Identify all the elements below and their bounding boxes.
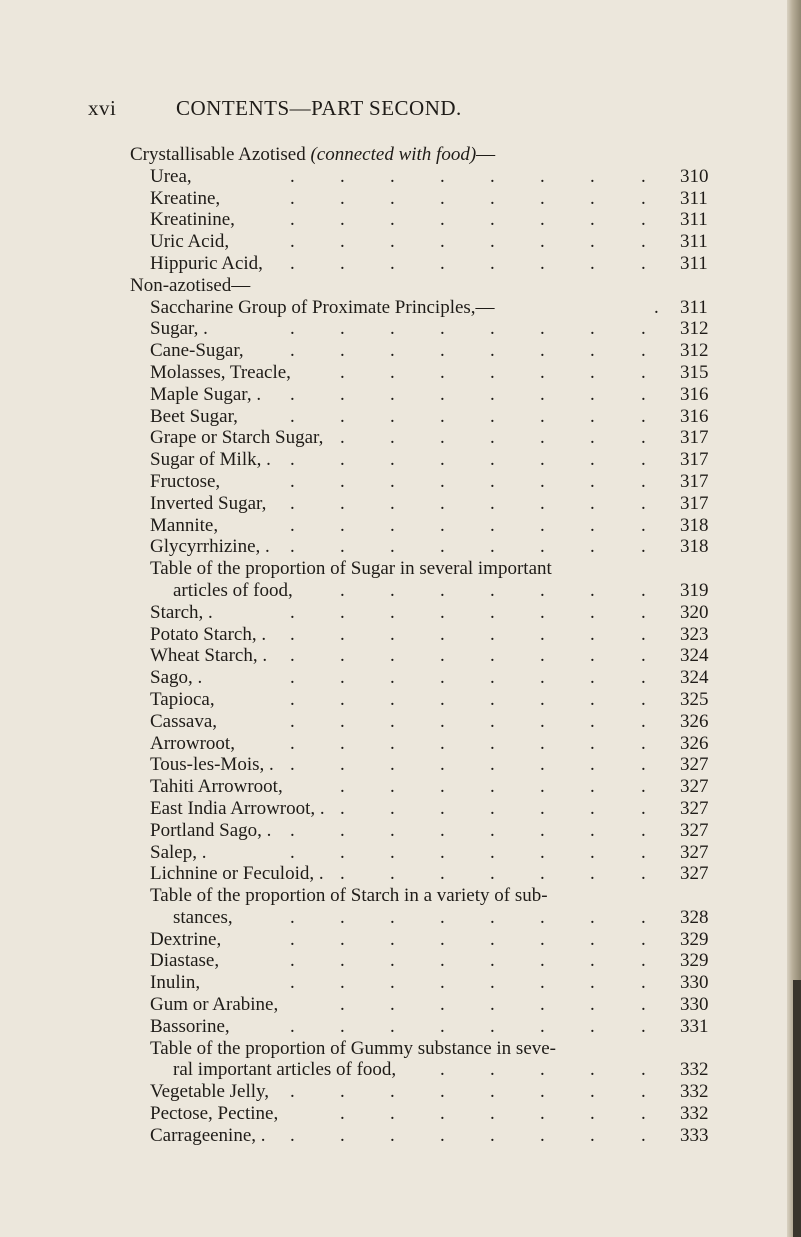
- toc-entry: ral important articles of food, . . . . . 332: [0, 1059, 801, 1081]
- toc-entry-title: East India Arrowroot, .: [150, 797, 325, 819]
- toc-entry-title: Grape or Starch Sugar,: [150, 427, 324, 449]
- toc-entry-title: Tous-les-Mois, .: [150, 754, 274, 776]
- toc-entry-title: Kreatine,: [150, 187, 221, 209]
- toc-page-number: 326: [680, 732, 709, 754]
- toc-entry: Dextrine, . . . . . . . . 329: [0, 929, 801, 951]
- toc-page-number: 331: [680, 1015, 709, 1037]
- toc-entry: Inverted Sugar, . . . . . . . . 317: [0, 493, 801, 515]
- toc-entry: [0, 1038, 801, 1060]
- toc-page-number: 326: [680, 710, 709, 732]
- toc-page-number: 311: [680, 209, 708, 231]
- toc-entry-title: Molasses, Treacle,: [150, 361, 291, 383]
- toc-entry: East India Arrowroot, . . . . . . . . 327: [0, 798, 801, 820]
- toc-page-number: 315: [680, 361, 709, 383]
- toc-entry: Urea, . . . . . . . . 310: [0, 166, 801, 188]
- toc-entry-title: Kreatinine,: [150, 209, 235, 231]
- toc-page-number: 327: [680, 841, 709, 863]
- toc-entry: articles of food, . . . . . . . 319: [0, 580, 801, 602]
- toc-entry-title: Urea,: [150, 165, 192, 187]
- toc-entry-title: Potato Starch, .: [150, 623, 267, 645]
- toc-entry-title: stances,: [173, 906, 233, 928]
- toc-entry: Gum or Arabine, . . . . . . . 330: [0, 994, 801, 1016]
- toc-page-number: 320: [680, 601, 709, 623]
- toc-entry-title: Fructose,: [150, 470, 221, 492]
- toc-entry: Tahiti Arrowroot, . . . . . . . 327: [0, 776, 801, 798]
- toc-entry: Cassava, . . . . . . . . 326: [0, 711, 801, 733]
- toc-page-number: 312: [680, 340, 709, 362]
- toc-page-number: 317: [680, 427, 709, 449]
- toc-entry: Saccharine Group of Proximate Principles,— . 311: [0, 297, 801, 319]
- toc-page-number: 325: [680, 688, 709, 710]
- toc-entry: Arrowroot, . . . . . . . . 326: [0, 733, 801, 755]
- toc-entry-title: Crystallisable Azotised (connected with food)—: [130, 144, 496, 165]
- toc-entry-title: Inulin,: [150, 972, 201, 994]
- toc-page-number: 311: [680, 231, 708, 253]
- toc-entry-title: Saccharine Group of Proximate Principles,—: [150, 296, 495, 318]
- toc-entry-title: Carrageenine, .: [150, 1124, 266, 1146]
- toc-entry: Vegetable Jelly, . . . . . . . . 332: [0, 1081, 801, 1103]
- toc-entry-title: Sugar of Milk, .: [150, 449, 271, 471]
- toc-entry-title: Starch, .: [150, 601, 213, 623]
- toc-entry: Glycyrrhizine, . . . . . . . . . 318: [0, 536, 801, 558]
- toc-page-number: 328: [680, 906, 709, 928]
- toc-entry-title: Vegetable Jelly,: [150, 1081, 270, 1103]
- toc-entry: Sugar of Milk, . . . . . . . . . 317: [0, 449, 801, 471]
- toc-entry: Starch, . . . . . . . . . 320: [0, 602, 801, 624]
- toc-page-number: 329: [680, 950, 709, 972]
- toc-entry-title: Cane-Sugar,: [150, 340, 244, 362]
- toc-entry-title: Hippuric Acid,: [150, 252, 263, 274]
- toc-entry: Pectose, Pectine, . . . . . . . 332: [0, 1103, 801, 1125]
- toc-entry-title: articles of food,: [173, 579, 293, 601]
- toc-entry-title: Maple Sugar, .: [150, 383, 262, 405]
- toc-entry-title: Tahiti Arrowroot,: [150, 776, 283, 798]
- toc-page-number: 317: [680, 492, 709, 514]
- toc-entry: [0, 144, 801, 166]
- toc-entry-title: Table of the proportion of Sugar in several important: [150, 558, 552, 580]
- toc-page-number: 318: [680, 514, 709, 536]
- toc-entry-title: Wheat Starch, .: [150, 645, 268, 667]
- toc-entry: Inulin, . . . . . . . . 330: [0, 972, 801, 994]
- toc-page-number: 330: [680, 994, 709, 1016]
- toc-entry-title: Table of the proportion of Starch in a variety of sub-: [150, 885, 548, 907]
- toc-page-number: 310: [680, 165, 709, 187]
- toc-page-number: 311: [680, 187, 708, 209]
- toc-entry: Fructose, . . . . . . . . 317: [0, 471, 801, 493]
- toc-page-number: 332: [680, 1103, 709, 1125]
- toc-entry: Salep, . . . . . . . . . 327: [0, 842, 801, 864]
- toc-page-number: 316: [680, 383, 709, 405]
- toc-entry: Beet Sugar, . . . . . . . . 316: [0, 406, 801, 428]
- toc-entry-title: Sugar, .: [150, 318, 208, 340]
- toc-entry: Grape or Starch Sugar, . . . . . . . 317: [0, 427, 801, 449]
- toc-entry-title: Diastase,: [150, 950, 220, 972]
- toc-entry: stances, . . . . . . . . 328: [0, 907, 801, 929]
- running-title: CONTENTS—PART SECOND.: [176, 96, 462, 120]
- toc-page-number: 332: [680, 1081, 709, 1103]
- toc-page-number: 327: [680, 863, 709, 885]
- toc-entry: Carrageenine, . . . . . . . . . 333: [0, 1125, 801, 1147]
- toc-page-number: 332: [680, 1059, 709, 1081]
- toc-page-number: 318: [680, 536, 709, 558]
- toc-entry-title: Pectose, Pectine,: [150, 1103, 279, 1125]
- toc-entry: Cane-Sugar, . . . . . . . . 312: [0, 340, 801, 362]
- toc-page-number: 317: [680, 470, 709, 492]
- toc-entry-title: Cassava,: [150, 710, 218, 732]
- page-header: [0, 96, 801, 126]
- toc-entry-title: Mannite,: [150, 514, 219, 536]
- toc-entry-title: ral important articles of food,: [173, 1059, 397, 1081]
- toc-page-number: 327: [680, 776, 709, 798]
- toc-entry: Molasses, Treacle, . . . . . . . 315: [0, 362, 801, 384]
- toc-entry: Kreatinine, . . . . . . . . 311: [0, 209, 801, 231]
- toc-entry: Lichnine or Feculoid, . . . . . . . . 327: [0, 863, 801, 885]
- toc-page-number: 324: [680, 645, 709, 667]
- toc-entry-title: Tapioca,: [150, 688, 215, 710]
- toc-page-number: 317: [680, 449, 709, 471]
- toc-entry-title: Uric Acid,: [150, 231, 230, 253]
- toc-entry: [0, 275, 801, 297]
- toc-entry: Bassorine, . . . . . . . . 331: [0, 1016, 801, 1038]
- toc-page-number: 312: [680, 318, 709, 340]
- toc-entry-title: Non-azotised—: [130, 274, 251, 296]
- page-number: xvi: [88, 96, 117, 120]
- toc-entry: Uric Acid, . . . . . . . . 311: [0, 231, 801, 253]
- toc-entry-title: Beet Sugar,: [150, 405, 238, 427]
- toc-page-number: 327: [680, 819, 709, 841]
- toc-page-number: 323: [680, 623, 709, 645]
- toc-entry: Sago, . . . . . . . . . 324: [0, 667, 801, 689]
- toc-entry-title: Lichnine or Feculoid, .: [150, 863, 324, 885]
- toc-page-number: 316: [680, 405, 709, 427]
- toc-page-number: 327: [680, 797, 709, 819]
- toc-entry-title: Dextrine,: [150, 928, 222, 950]
- toc-entry: [0, 885, 801, 907]
- toc-entry: Sugar, . . . . . . . . . 312: [0, 318, 801, 340]
- toc-entry: Tapioca, . . . . . . . . 325: [0, 689, 801, 711]
- toc-entry: Wheat Starch, . . . . . . . . . 324: [0, 645, 801, 667]
- toc-entry: Maple Sugar, . . . . . . . . . 316: [0, 384, 801, 406]
- toc-entry: Diastase, . . . . . . . . 329: [0, 950, 801, 972]
- toc-page-number: 311: [680, 252, 708, 274]
- toc-entry-title: Salep, .: [150, 841, 207, 863]
- toc-entry-title: Portland Sago, .: [150, 819, 272, 841]
- toc-entry: Portland Sago, . . . . . . . . . 327: [0, 820, 801, 842]
- toc-entry-title: Inverted Sugar,: [150, 492, 267, 514]
- toc-page-number: 327: [680, 754, 709, 776]
- toc-page-number: 319: [680, 579, 709, 601]
- toc-page-number: 329: [680, 928, 709, 950]
- toc-entry-title: Gum or Arabine,: [150, 994, 279, 1016]
- toc-entry-title: Glycyrrhizine, .: [150, 536, 270, 558]
- toc-entry: Kreatine, . . . . . . . . 311: [0, 188, 801, 210]
- toc-page-number: 330: [680, 972, 709, 994]
- toc-page-number: 333: [680, 1124, 709, 1146]
- toc-page-number: 311: [680, 296, 708, 318]
- toc-entry: [0, 558, 801, 580]
- toc-page-number: 324: [680, 667, 709, 689]
- toc-entry-title: Arrowroot,: [150, 732, 235, 754]
- toc-entry: Tous-les-Mois, . . . . . . . . . 327: [0, 754, 801, 776]
- table-of-contents: [0, 144, 801, 1147]
- toc-entry-title: Table of the proportion of Gummy substance in seve-: [150, 1037, 557, 1059]
- toc-entry-title: Bassorine,: [150, 1015, 230, 1037]
- toc-entry: Mannite, . . . . . . . . 318: [0, 515, 801, 537]
- toc-entry-title: Sago, .: [150, 667, 203, 689]
- toc-entry: Potato Starch, . . . . . . . . . 323: [0, 624, 801, 646]
- toc-entry: Hippuric Acid, . . . . . . . . 311: [0, 253, 801, 275]
